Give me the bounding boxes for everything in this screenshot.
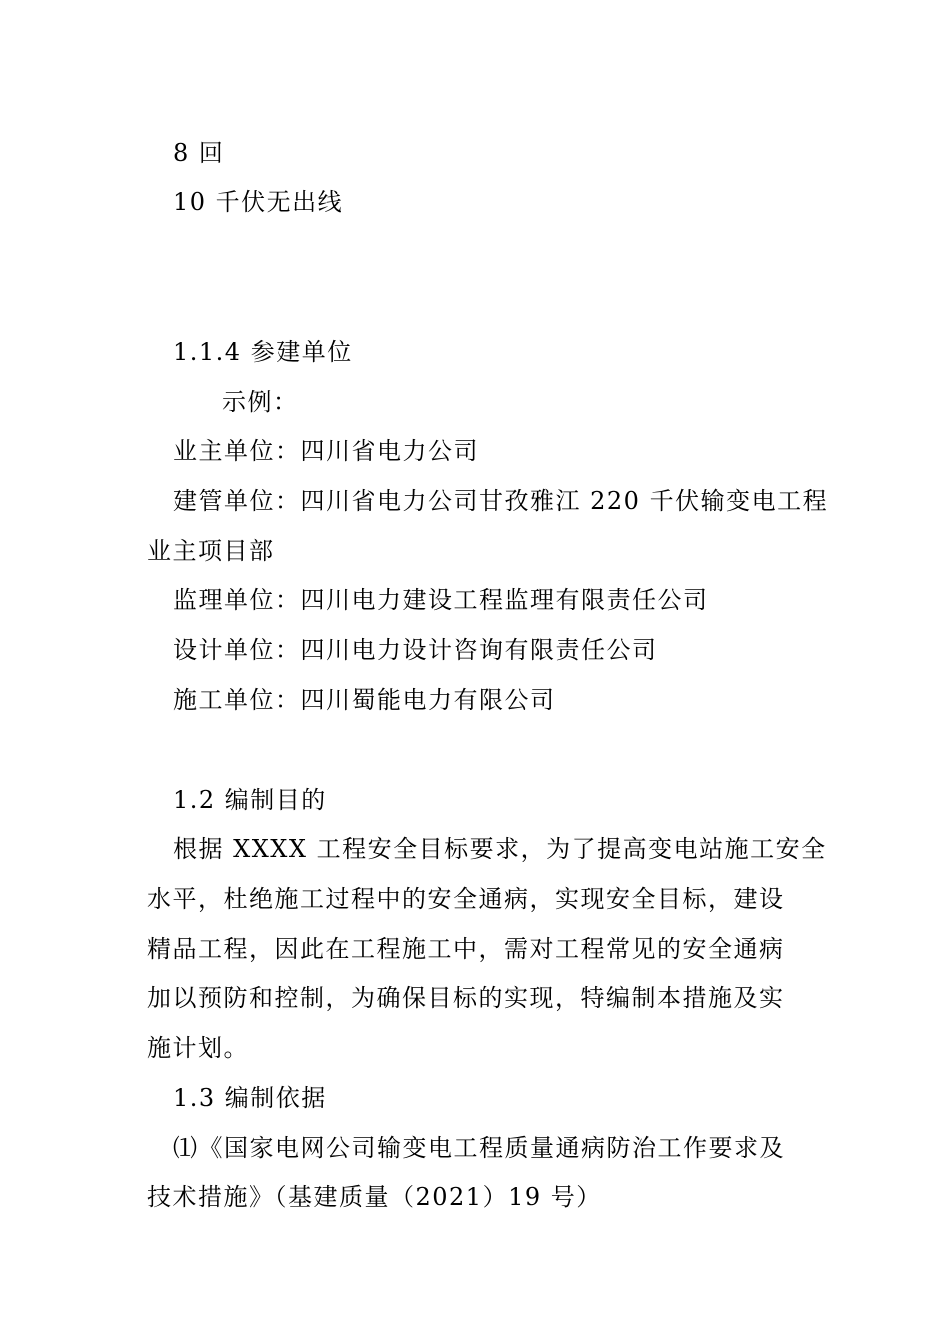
text-line: 建管单位：四川省电力公司甘孜雅江 220 千伏输变电工程 — [173, 487, 829, 515]
text-line: 监理单位：四川电力建设工程监理有限责任公司 — [173, 586, 709, 614]
section-heading: 1.3 编制依据 — [173, 1084, 327, 1112]
text-line: 业主项目部 — [147, 537, 275, 565]
section-heading: 1.2 编制目的 — [173, 786, 327, 814]
reference-line: 技术措施》（基建质量（2021）19 号） — [147, 1183, 602, 1211]
paragraph-line: 加以预防和控制，为确保目标的实现，特编制本措施及实 — [147, 984, 785, 1012]
section-heading: 1.1.4 参建单位 — [173, 338, 353, 366]
paragraph-line: 水平，杜绝施工过程中的安全通病，实现安全目标，建设 — [147, 885, 785, 913]
text-line: 设计单位：四川电力设计咨询有限责任公司 — [173, 636, 658, 664]
text-line: 示例： — [222, 388, 299, 416]
text-line: 8 回 — [173, 139, 225, 167]
reference-line: ⑴《国家电网公司输变电工程质量通病防治工作要求及 — [173, 1134, 785, 1162]
paragraph-line: 施计划。 — [147, 1034, 249, 1062]
paragraph-line: 精品工程，因此在工程施工中，需对工程常见的安全通病 — [147, 935, 785, 963]
text-line: 施工单位：四川蜀能电力有限公司 — [173, 686, 556, 714]
text-line: 10 千伏无出线 — [173, 188, 344, 216]
text-line: 业主单位：四川省电力公司 — [173, 437, 479, 465]
paragraph-line: 根据 XXXX 工程安全目标要求，为了提高变电站施工安全 — [173, 835, 827, 863]
